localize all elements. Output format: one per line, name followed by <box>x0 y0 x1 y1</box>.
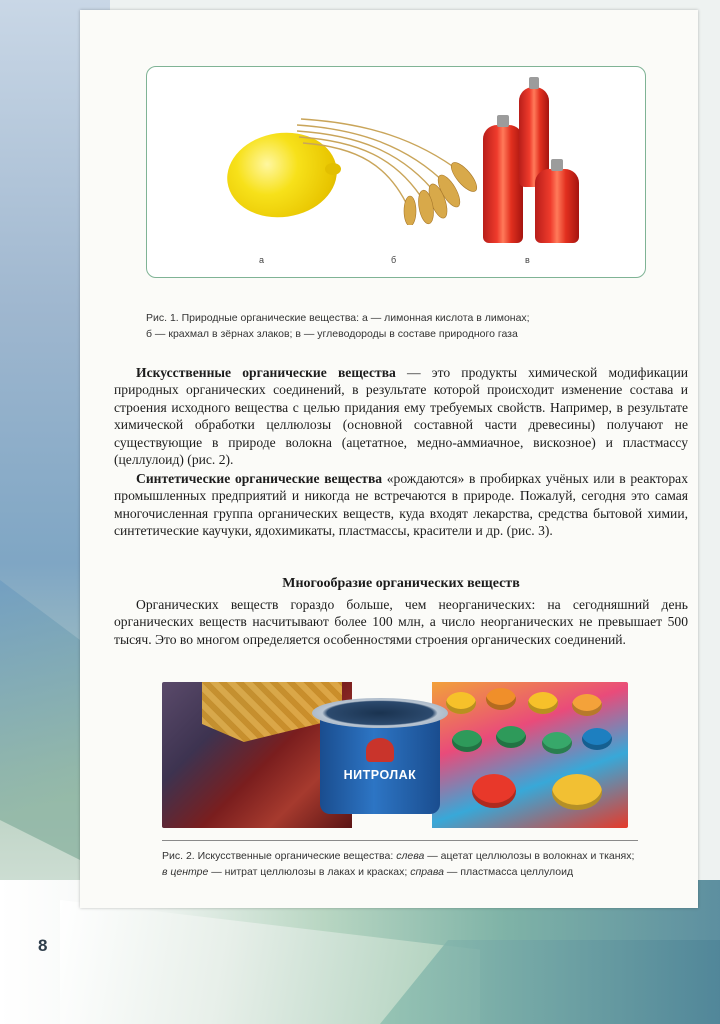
plastic-cup <box>486 688 516 710</box>
bucket-emblem <box>366 738 394 762</box>
plastic-cup <box>452 730 482 752</box>
figure-2-divider <box>162 840 638 841</box>
lacquer-bucket <box>312 698 448 816</box>
cylinder-valve <box>551 159 563 171</box>
plastic-cup <box>496 726 526 748</box>
section-heading: Многообразие органических веществ <box>282 576 520 591</box>
paragraph-synthetic <box>114 470 688 540</box>
paragraph-text: «рождаются» в пробирках учёных или в реакторах промышленных предприятий и никогда не встречаются в природе. Пожалуй, сегодня это самая многочисленная группа органических веществ, куда входят лекарства, средства бытовой химии, синтетические каучуки, ядохимикаты, пластмассы, красители и др. (рис. 3). <box>114 471 688 539</box>
caption-center-text: — нитрат целлюлозы в лаках и красках; <box>208 866 411 878</box>
gas-cylinder <box>483 125 523 243</box>
figure-1-caption-line: Рис. 1. Природные органические вещества: а — лимонная кислота в лимонах; <box>146 312 530 324</box>
plastic-cup <box>542 732 572 754</box>
figure-1-label-a: а <box>259 255 265 265</box>
paragraph-diversity <box>114 596 688 648</box>
cylinder-valve <box>497 115 509 127</box>
bucket-brand-label: НИТРОЛАК <box>343 768 417 782</box>
bucket-body <box>320 714 440 814</box>
figure-1-label-v: в <box>525 255 530 265</box>
figure-1-caption <box>146 310 646 342</box>
caption-prefix: Рис. 2. Искусственные органические вещества: <box>162 850 397 862</box>
caption-left-label: слева <box>396 850 425 862</box>
page-number: 8 <box>38 936 48 955</box>
paragraph-artificial <box>114 364 688 468</box>
figure-2 <box>162 682 628 828</box>
plastic-cup <box>582 728 612 750</box>
figure-1-caption-line: б — крахмал в зёрнах злаков; в — углеводороды в составе природного газа <box>146 328 518 340</box>
paragraph-text: Органических веществ гораздо больше, чем неорганических: на сегодняшний день органических веществ насчитывают более 100 млн, а число неорганических не превышает 500 тысяч. Это во многом определяется особенностями строения органических соединений. <box>114 597 688 647</box>
plastic-image <box>432 682 628 828</box>
plastic-cup <box>552 774 602 810</box>
wheat-image <box>297 115 487 225</box>
plastic-cup <box>572 694 602 716</box>
term-synthetic: Синтетические органические вещества <box>136 471 383 486</box>
textbook-page <box>80 10 698 908</box>
gas-cylinder <box>535 169 579 243</box>
paragraph-text: — это продукты химической модификации природных органических соединений, в результате которой происходит изменение состава и строения исходного вещества с целью придания ему требуемых свойств. Например, в результате химической обработки целлюлозы (основной составной части древесины) получают не существующие в природе волокна (ацетатное, медно-аммиачное, вискозное) и пластмассу (целлулоид) (рис. 2). <box>114 365 689 468</box>
figure-1 <box>146 66 646 278</box>
caption-center-label: в центре <box>162 866 209 878</box>
caption-right-text: — пластмасса целлулоид <box>443 866 574 878</box>
term-artificial: Искусственные органические вещества <box>136 365 396 380</box>
bucket-rim <box>312 698 448 728</box>
figure-2-caption <box>162 848 638 880</box>
caption-left-text: — ацетат целлюлозы в волокнах и тканях; <box>424 850 635 862</box>
plastic-cup <box>528 692 558 714</box>
plastic-cup <box>472 774 516 808</box>
figure-1-label-b: б <box>391 255 397 265</box>
cylinder-valve <box>529 77 539 89</box>
plastic-cup <box>446 692 476 714</box>
caption-right-label: справа <box>410 866 444 878</box>
